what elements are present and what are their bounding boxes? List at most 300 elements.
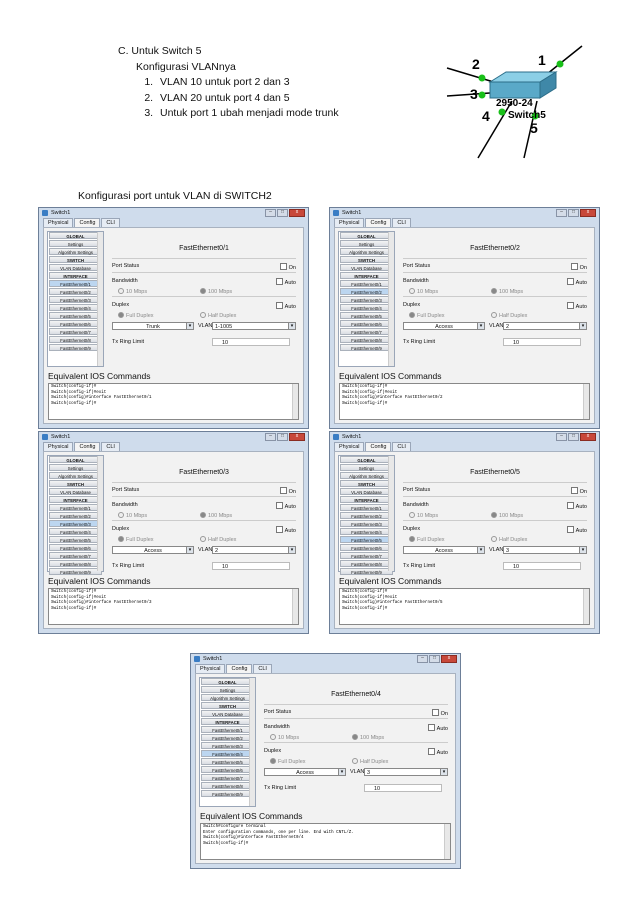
tab-cli[interactable]: CLI xyxy=(101,218,120,227)
mode-select[interactable]: Access ▾ xyxy=(403,546,485,554)
tx-ring-input[interactable]: 10 xyxy=(503,338,581,346)
sidebar-item[interactable]: FastEthernet0/9 xyxy=(340,344,393,351)
console-line: Switch(config)#interface FastEthernet0/5 xyxy=(342,601,443,606)
bandwidth-10-radio[interactable]: 10 Mbps xyxy=(409,288,438,295)
full-duplex-radio[interactable]: Full Duplex xyxy=(409,536,445,543)
port-status-label: Port Status xyxy=(112,263,140,269)
interface-panel xyxy=(260,677,452,807)
duplex-auto-checkbox[interactable]: Auto xyxy=(276,302,296,310)
sidebar-item[interactable]: SWITCH xyxy=(201,702,254,709)
window-body xyxy=(43,227,304,424)
window-title: Switch1 xyxy=(51,434,71,440)
duplex-row xyxy=(112,301,296,310)
port-label: 2 xyxy=(472,56,480,72)
sidebar-item[interactable]: FastEthernet0/1 xyxy=(49,280,102,287)
port-status-row xyxy=(403,486,587,495)
config-sidebar xyxy=(199,677,256,807)
console-line: Switch(config-if)#exit xyxy=(342,390,398,395)
bandwidth-100-radio[interactable]: 100 Mbps xyxy=(200,288,232,295)
bandwidth-auto-checkbox[interactable]: Auto xyxy=(567,278,587,286)
sidebar-item[interactable]: Settings xyxy=(340,464,393,471)
app-icon xyxy=(333,434,339,440)
port-label: 4 xyxy=(482,108,490,124)
divider xyxy=(264,704,448,705)
maximize-button[interactable]: □ xyxy=(277,209,288,217)
port-status-label: Port Status xyxy=(264,709,292,715)
tab-physical[interactable]: Physical xyxy=(43,442,73,451)
sidebar-item[interactable]: FastEthernet0/8 xyxy=(340,560,393,567)
instructions xyxy=(118,44,339,122)
half-duplex-radio[interactable]: Half Duplex xyxy=(491,312,527,319)
bandwidth-10-radio[interactable]: 10 Mbps xyxy=(409,512,438,519)
switch-config-window xyxy=(329,207,600,429)
app-icon xyxy=(42,434,48,440)
ios-console[interactable] xyxy=(339,588,590,625)
duplex-label: Duplex xyxy=(403,302,421,308)
sidebar-item[interactable]: VLAN Database xyxy=(340,264,393,271)
switch-config-window xyxy=(38,207,309,429)
port-label: 3 xyxy=(470,86,478,102)
config-sidebar xyxy=(338,231,395,367)
vlan-label: VLAN xyxy=(198,323,213,329)
window-title: Switch1 xyxy=(342,434,362,440)
link-light xyxy=(479,75,486,82)
maximize-button[interactable]: □ xyxy=(568,433,579,441)
console-scrollbar[interactable] xyxy=(583,384,589,419)
sidebar-item[interactable]: VLAN Database xyxy=(340,488,393,495)
full-duplex-radio[interactable]: Full Duplex xyxy=(118,536,154,543)
bandwidth-options xyxy=(403,287,587,296)
sidebar-item[interactable]: FastEthernet0/1 xyxy=(340,280,393,287)
sidebar-item[interactable]: FastEthernet0/1 xyxy=(340,504,393,511)
ios-console[interactable] xyxy=(48,588,299,625)
tab-config[interactable]: Config xyxy=(365,442,391,451)
ios-console[interactable] xyxy=(48,383,299,420)
bandwidth-options xyxy=(264,733,448,742)
maximize-button[interactable]: □ xyxy=(568,209,579,217)
sidebar-item[interactable]: FastEthernet0/6 xyxy=(49,320,102,327)
maximize-button[interactable]: □ xyxy=(429,655,440,663)
sidebar-item[interactable]: FastEthernet0/5 xyxy=(49,312,102,319)
divider xyxy=(403,482,587,483)
sidebar-item[interactable]: GLOBAL xyxy=(340,232,393,239)
interface-title: FastEthernet0/5 xyxy=(470,469,520,476)
bandwidth-100-radio[interactable]: 100 Mbps xyxy=(352,734,384,741)
close-button[interactable]: x xyxy=(441,655,457,663)
sidebar-item[interactable]: FastEthernet0/8 xyxy=(201,782,254,789)
sidebar-item[interactable]: INTERFACE xyxy=(49,272,102,279)
mode-select[interactable]: Access ▾ xyxy=(112,546,194,554)
console-line: Switch(config-if)#exit xyxy=(342,595,398,600)
tab-bar xyxy=(191,664,460,673)
bandwidth-100-radio[interactable]: 100 Mbps xyxy=(200,512,232,519)
port-status-checkbox[interactable]: On xyxy=(571,487,587,495)
duplex-options xyxy=(264,757,448,766)
tab-bar xyxy=(330,442,599,451)
sidebar-item[interactable]: Settings xyxy=(340,240,393,247)
sidebar-item[interactable]: Algorithm Settings xyxy=(340,248,393,255)
sidebar-item[interactable]: FastEthernet0/4 xyxy=(340,528,393,535)
duplex-row xyxy=(264,747,448,756)
tab-config[interactable]: Config xyxy=(74,218,100,227)
sidebar-item[interactable]: FastEthernet0/9 xyxy=(340,568,393,575)
vlan-select[interactable]: 2 ▾ xyxy=(503,322,587,330)
interface-panel xyxy=(108,455,300,585)
window-title: Switch1 xyxy=(203,656,223,662)
sidebar-item[interactable]: FastEthernet0/8 xyxy=(49,560,102,567)
sidebar-item[interactable]: SWITCH xyxy=(49,256,102,263)
sidebar-item[interactable]: FastEthernet0/5 xyxy=(340,312,393,319)
mode-select[interactable]: Trunk ▾ xyxy=(112,322,194,330)
step-item: 1. VLAN 10 untuk port 2 dan 3 xyxy=(156,75,339,91)
tab-cli[interactable]: CLI xyxy=(253,664,272,673)
duplex-options xyxy=(112,311,296,320)
duplex-options xyxy=(403,311,587,320)
full-duplex-radio[interactable]: Full Duplex xyxy=(270,758,306,765)
bandwidth-auto-checkbox[interactable]: Auto xyxy=(567,502,587,510)
minimize-button[interactable]: – xyxy=(417,655,428,663)
console-line: Switch#configure terminal xyxy=(203,825,266,829)
sidebar-scrollbar[interactable] xyxy=(388,232,394,366)
port-status-checkbox[interactable]: On xyxy=(432,709,448,717)
sidebar-item[interactable]: GLOBAL xyxy=(49,232,102,239)
section-subheading: Konfigurasi VLANnya xyxy=(136,60,236,73)
tab-cli[interactable]: CLI xyxy=(101,442,120,451)
interface-title: FastEthernet0/1 xyxy=(179,245,229,252)
title-bar xyxy=(330,208,599,218)
console-line: Switch(config-if)# xyxy=(342,385,388,389)
sidebar-item[interactable]: SWITCH xyxy=(49,480,102,487)
window-body xyxy=(43,451,304,629)
close-button[interactable]: x xyxy=(289,209,305,217)
console-line: Switch(config-if)# xyxy=(51,401,97,406)
sidebar-item[interactable]: Settings xyxy=(201,686,254,693)
divider xyxy=(112,296,296,297)
sidebar-item[interactable]: FastEthernet0/2 xyxy=(201,734,254,741)
console-line: Switch(config-if)#exit xyxy=(51,595,107,600)
sidebar-item[interactable]: FastEthernet0/1 xyxy=(49,504,102,511)
sidebar-item[interactable]: Settings xyxy=(49,240,102,247)
equivalent-commands-title: Equivalent IOS Commands xyxy=(339,576,442,586)
port-status-row xyxy=(112,486,296,495)
interface-panel xyxy=(108,231,300,361)
divider xyxy=(403,496,587,497)
app-icon xyxy=(194,656,200,662)
switch-config-window xyxy=(190,653,461,869)
sidebar-item[interactable]: FastEthernet0/3 xyxy=(201,742,254,749)
section-heading: C. Untuk Switch 5 xyxy=(118,45,202,57)
bandwidth-10-radio[interactable]: 10 Mbps xyxy=(118,288,147,295)
vlan-label: VLAN xyxy=(489,547,504,553)
close-button[interactable]: x xyxy=(580,433,596,441)
window-body xyxy=(334,451,595,629)
sidebar-item[interactable]: INTERFACE xyxy=(201,718,254,725)
device-name-label: Switch5 xyxy=(508,110,546,121)
bandwidth-label: Bandwidth xyxy=(403,502,429,508)
equivalent-commands-title: Equivalent IOS Commands xyxy=(339,371,442,381)
sidebar-item[interactable]: FastEthernet0/6 xyxy=(340,320,393,327)
tab-physical[interactable]: Physical xyxy=(334,442,364,451)
minimize-button[interactable]: – xyxy=(556,433,567,441)
minimize-button[interactable]: – xyxy=(265,433,276,441)
sidebar-item[interactable]: INTERFACE xyxy=(340,496,393,503)
tx-ring-label: Tx Ring Limit xyxy=(403,563,436,569)
sidebar-item[interactable]: FastEthernet0/2 xyxy=(340,512,393,519)
duplex-row xyxy=(112,525,296,534)
sidebar-item[interactable]: SWITCH xyxy=(340,480,393,487)
minimize-button[interactable]: – xyxy=(265,209,276,217)
interface-panel xyxy=(399,231,591,361)
tab-config[interactable]: Config xyxy=(74,442,100,451)
maximize-button[interactable]: □ xyxy=(277,433,288,441)
console-line: Switch(config-if)# xyxy=(51,606,97,611)
tx-ring-label: Tx Ring Limit xyxy=(403,339,436,345)
tx-ring-label: Tx Ring Limit xyxy=(264,785,297,791)
equivalent-commands-title: Equivalent IOS Commands xyxy=(200,811,303,821)
console-line: Switch(config-if)# xyxy=(342,401,388,406)
sidebar-item[interactable]: FastEthernet0/1 xyxy=(201,726,254,733)
sidebar-item[interactable]: FastEthernet0/2 xyxy=(49,512,102,519)
sidebar-item[interactable]: VLAN Database xyxy=(49,488,102,495)
console-scrollbar[interactable] xyxy=(292,589,298,624)
sidebar-item[interactable]: FastEthernet0/7 xyxy=(49,328,102,335)
switch-config-window xyxy=(38,431,309,634)
sidebar-item[interactable]: INTERFACE xyxy=(340,272,393,279)
sidebar-item[interactable]: FastEthernet0/7 xyxy=(49,552,102,559)
sidebar-item[interactable]: FastEthernet0/6 xyxy=(49,544,102,551)
sidebar-item[interactable]: GLOBAL xyxy=(340,456,393,463)
close-button[interactable]: x xyxy=(580,209,596,217)
mode-select[interactable]: Access ▾ xyxy=(264,768,346,776)
console-scrollbar[interactable] xyxy=(292,384,298,419)
ios-console[interactable] xyxy=(200,823,451,860)
sidebar-item[interactable]: FastEthernet0/6 xyxy=(201,766,254,773)
bandwidth-options xyxy=(403,511,587,520)
divider xyxy=(112,496,296,497)
sidebar-item[interactable]: FastEthernet0/4 xyxy=(49,304,102,311)
sidebar-item[interactable]: GLOBAL xyxy=(201,678,254,685)
half-duplex-radio[interactable]: Half Duplex xyxy=(200,536,236,543)
bandwidth-10-radio[interactable]: 10 Mbps xyxy=(270,734,299,741)
bandwidth-auto-checkbox[interactable]: Auto xyxy=(276,278,296,286)
vlan-select[interactable]: 2 ▾ xyxy=(212,546,296,554)
sidebar-item[interactable]: FastEthernet0/3 xyxy=(340,520,393,527)
vlan-label: VLAN xyxy=(350,769,365,775)
tab-physical[interactable]: Physical xyxy=(43,218,73,227)
tab-config[interactable]: Config xyxy=(365,218,391,227)
port-status-checkbox[interactable]: On xyxy=(280,487,296,495)
bandwidth-auto-checkbox[interactable]: Auto xyxy=(428,724,448,732)
sidebar-item[interactable]: FastEthernet0/8 xyxy=(340,336,393,343)
sidebar-item[interactable]: FastEthernet0/3 xyxy=(49,296,102,303)
sidebar-item[interactable]: FastEthernet0/9 xyxy=(201,790,254,797)
tx-ring-input[interactable]: 10 xyxy=(212,562,290,570)
config-sidebar xyxy=(47,231,104,367)
sidebar-item[interactable]: Algorithm Settings xyxy=(201,694,254,701)
sidebar-item[interactable]: GLOBAL xyxy=(49,456,102,463)
sidebar-item[interactable]: FastEthernet0/5 xyxy=(340,536,393,543)
sidebar-item[interactable]: Algorithm Settings xyxy=(340,472,393,479)
sidebar-item[interactable]: VLAN Database xyxy=(49,264,102,271)
sidebar-item[interactable]: FastEthernet0/5 xyxy=(49,536,102,543)
window-title: Switch1 xyxy=(342,210,362,216)
sidebar-item[interactable]: FastEthernet0/3 xyxy=(340,296,393,303)
window-body xyxy=(195,673,456,864)
duplex-options xyxy=(403,535,587,544)
sidebar-item[interactable]: FastEthernet0/5 xyxy=(201,758,254,765)
duplex-label: Duplex xyxy=(112,526,130,532)
equivalent-commands-title: Equivalent IOS Commands xyxy=(48,576,151,586)
ios-console[interactable] xyxy=(339,383,590,420)
sidebar-item[interactable]: FastEthernet0/6 xyxy=(340,544,393,551)
minimize-button[interactable]: – xyxy=(556,209,567,217)
divider xyxy=(112,258,296,259)
step-item: 2. VLAN 20 untuk port 4 dan 5 xyxy=(156,91,339,107)
console-line: Switch(config-if)# xyxy=(203,841,249,846)
mode-select[interactable]: Access ▾ xyxy=(403,322,485,330)
port-label: 5 xyxy=(530,120,538,136)
tx-ring-input[interactable]: 10 xyxy=(212,338,290,346)
sidebar-item[interactable]: FastEthernet0/3 xyxy=(49,520,102,527)
interface-title: FastEthernet0/3 xyxy=(179,469,229,476)
sidebar-item[interactable]: FastEthernet0/7 xyxy=(201,774,254,781)
console-line: Switch(config)#interface FastEthernet0/2 xyxy=(342,396,443,401)
duplex-auto-checkbox[interactable]: Auto xyxy=(276,526,296,534)
duplex-auto-checkbox[interactable]: Auto xyxy=(428,748,448,756)
sidebar-item[interactable]: FastEthernet0/4 xyxy=(49,528,102,535)
config-sidebar xyxy=(47,455,104,575)
vlan-select[interactable]: 3 ▾ xyxy=(503,546,587,554)
link-light xyxy=(479,92,486,99)
divider xyxy=(112,272,296,273)
tab-physical[interactable]: Physical xyxy=(334,218,364,227)
bandwidth-auto-checkbox[interactable]: Auto xyxy=(276,502,296,510)
duplex-label: Duplex xyxy=(403,526,421,532)
duplex-label: Duplex xyxy=(264,748,282,754)
tx-ring-input[interactable]: 10 xyxy=(503,562,581,570)
port-status-label: Port Status xyxy=(112,487,140,493)
divider xyxy=(403,296,587,297)
bandwidth-100-radio[interactable]: 100 Mbps xyxy=(491,512,523,519)
device-model-label: 2950-24 xyxy=(496,98,533,109)
tab-bar xyxy=(39,442,308,451)
port-status-checkbox[interactable]: On xyxy=(571,263,587,271)
port-status-checkbox[interactable]: On xyxy=(280,263,296,271)
console-line: Switch(config-if)# xyxy=(342,606,388,611)
sidebar-item[interactable]: FastEthernet0/2 xyxy=(49,288,102,295)
divider xyxy=(403,258,587,259)
tab-physical[interactable]: Physical xyxy=(195,664,225,673)
sidebar-item[interactable]: FastEthernet0/7 xyxy=(340,552,393,559)
half-duplex-radio[interactable]: Half Duplex xyxy=(352,758,388,765)
port-status-label: Port Status xyxy=(403,263,431,269)
divider xyxy=(112,520,296,521)
title-bar xyxy=(39,432,308,442)
switch-front xyxy=(490,82,540,98)
sidebar-item[interactable]: Settings xyxy=(49,464,102,471)
sidebar-item[interactable]: FastEthernet0/8 xyxy=(49,336,102,343)
bandwidth-row xyxy=(112,501,296,510)
port-status-label: Port Status xyxy=(403,487,431,493)
divider xyxy=(264,718,448,719)
console-line: Switch(config-if)# xyxy=(51,385,97,389)
sidebar-scrollbar[interactable] xyxy=(97,232,103,366)
sidebar-scrollbar[interactable] xyxy=(97,456,103,571)
console-line: Switch(config)#interface FastEthernet0/3 xyxy=(51,601,152,606)
sidebar-item[interactable]: FastEthernet0/9 xyxy=(49,568,102,575)
bandwidth-100-radio[interactable]: 100 Mbps xyxy=(491,288,523,295)
sidebar-item[interactable]: FastEthernet0/2 xyxy=(340,288,393,295)
console-line: Switch(config-if)# xyxy=(51,590,97,594)
sidebar-item[interactable]: Algorithm Settings xyxy=(49,248,102,255)
sidebar-item[interactable]: INTERFACE xyxy=(49,496,102,503)
bandwidth-row xyxy=(112,277,296,286)
bandwidth-10-radio[interactable]: 10 Mbps xyxy=(118,512,147,519)
full-duplex-radio[interactable]: Full Duplex xyxy=(409,312,445,319)
config-sidebar xyxy=(338,455,395,575)
equivalent-commands-title: Equivalent IOS Commands xyxy=(48,371,151,381)
app-icon xyxy=(42,210,48,216)
sidebar-item[interactable]: FastEthernet0/4 xyxy=(340,304,393,311)
sidebar-item[interactable]: FastEthernet0/4 xyxy=(201,750,254,757)
port-status-row xyxy=(403,262,587,271)
duplex-row xyxy=(403,525,587,534)
vlan-select[interactable]: 3 ▾ xyxy=(364,768,448,776)
vlan-select[interactable]: 1-1005 ▾ xyxy=(212,322,296,330)
steps-list xyxy=(118,75,339,122)
console-scrollbar[interactable] xyxy=(583,589,589,624)
half-duplex-radio[interactable]: Half Duplex xyxy=(200,312,236,319)
tab-config[interactable]: Config xyxy=(226,664,252,673)
tx-ring-label: Tx Ring Limit xyxy=(112,339,145,345)
half-duplex-radio[interactable]: Half Duplex xyxy=(491,536,527,543)
sidebar-item[interactable]: Algorithm Settings xyxy=(49,472,102,479)
close-button[interactable]: x xyxy=(289,433,305,441)
duplex-auto-checkbox[interactable]: Auto xyxy=(567,526,587,534)
bandwidth-row xyxy=(403,277,587,286)
window-title: Switch1 xyxy=(51,210,71,216)
sidebar-item[interactable]: FastEthernet0/9 xyxy=(49,344,102,351)
tab-cli[interactable]: CLI xyxy=(392,442,411,451)
tab-cli[interactable]: CLI xyxy=(392,218,411,227)
sidebar-item[interactable]: SWITCH xyxy=(340,256,393,263)
interface-panel xyxy=(399,455,591,585)
duplex-auto-checkbox[interactable]: Auto xyxy=(567,302,587,310)
divider xyxy=(112,482,296,483)
full-duplex-radio[interactable]: Full Duplex xyxy=(118,312,154,319)
window-body xyxy=(334,227,595,424)
tab-bar xyxy=(330,218,599,227)
step-item: 3. Untuk port 1 ubah menjadi mode trunk xyxy=(156,106,339,122)
interface-title: FastEthernet0/4 xyxy=(331,691,381,698)
port-status-row xyxy=(264,708,448,717)
sidebar-scrollbar[interactable] xyxy=(388,456,394,571)
link-light xyxy=(499,109,506,116)
tx-ring-input[interactable]: 10 xyxy=(364,784,442,792)
bandwidth-row xyxy=(264,723,448,732)
sidebar-scrollbar[interactable] xyxy=(249,678,255,806)
console-line: Switch(config-if)# xyxy=(342,590,388,594)
bandwidth-label: Bandwidth xyxy=(112,502,138,508)
app-icon xyxy=(333,210,339,216)
tab-bar xyxy=(39,218,308,227)
bandwidth-options xyxy=(112,287,296,296)
title-bar xyxy=(39,208,308,218)
sidebar-item[interactable]: VLAN Database xyxy=(201,710,254,717)
divider xyxy=(264,742,448,743)
console-scrollbar[interactable] xyxy=(444,824,450,859)
sidebar-item[interactable]: FastEthernet0/7 xyxy=(340,328,393,335)
